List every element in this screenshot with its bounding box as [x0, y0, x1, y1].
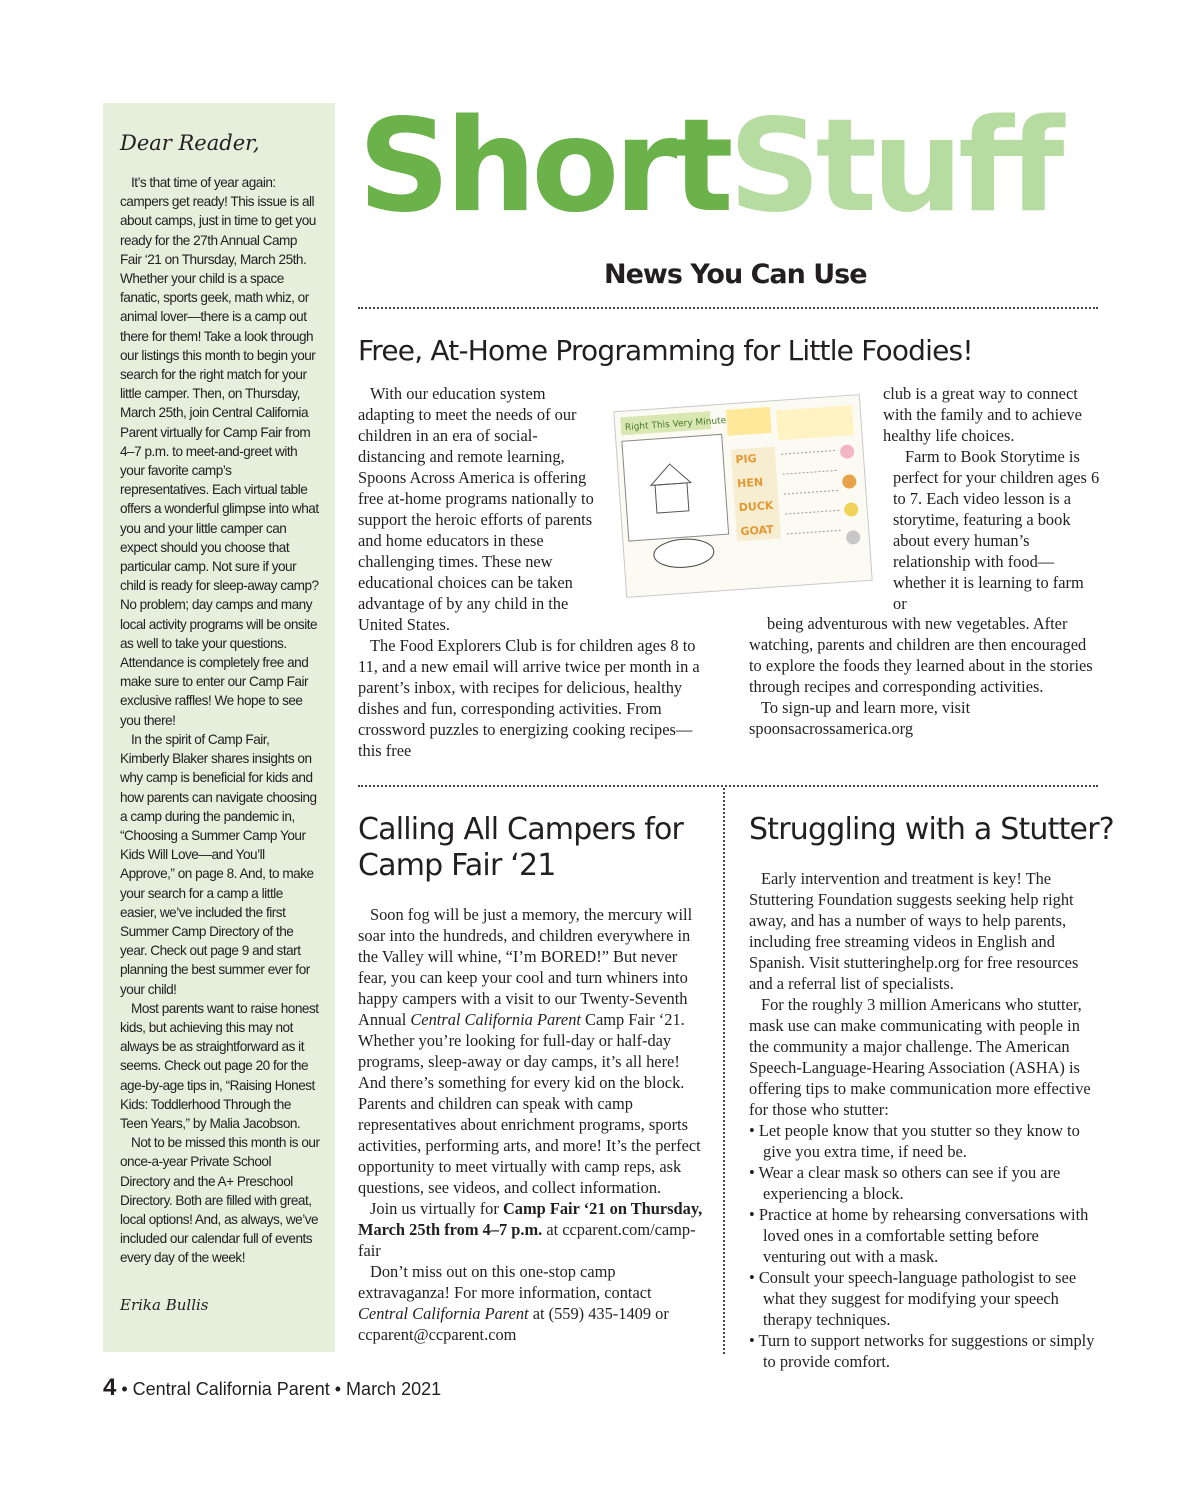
masthead-stuff: Stuff [728, 92, 1060, 241]
list-item: • Consult your speech-language pathologist to see what they suggest for modifying your speech therapy techniques. [749, 1268, 1077, 1329]
masthead-short: Short [358, 92, 729, 241]
foodies-paragraph: club is a great way to connect with the family and to achieve healthy life choices. [883, 384, 1082, 445]
column-divider [723, 788, 725, 1354]
letter-greeting: Dear Reader, [120, 131, 260, 155]
list-item: • Let people know that you stutter so they know to give you extra time, if need be. [749, 1121, 1080, 1161]
text-run: at (559) 435-1409 or ccparent@ccparent.com [358, 1304, 669, 1344]
campers-paragraph [358, 1198, 703, 1261]
publication-name: Central California Parent [358, 1304, 529, 1323]
worksheet-word: DUCK [738, 498, 774, 515]
foodies-paragraph: Farm to Book Storytime is perfect for your children ages 6 to 7. Each video lesson is a storytime, featuring a book about every human’s relationship with food—whether it is learning to farm or [893, 447, 1100, 613]
page-number: 4 [103, 1374, 117, 1401]
publication-name: Central California Parent [410, 1010, 581, 1029]
editor-letter-sidebar [103, 103, 335, 1352]
campers-paragraph [358, 904, 703, 1198]
letter-paragraph: Most parents want to raise honest kids, but achieving this may not always be as straightforward as it seems. Check out page 20 for the age-by-age tips in, “Raising Honest Kids: Toddlerhood Through the Teen Years,” by Malia Jacobson. [120, 1000, 319, 1131]
foodies-paragraph: With our education system adapting to meet the needs of our children in an era of social-distancing and remote learning, Spoons Across America is offering free at-home programs nationally to support the heroic efforts of parents and home educators in these challenging times. These new educational choices can be taken advantage of by any child in the United States. [358, 384, 594, 634]
page-footer [103, 1374, 441, 1402]
text-run: Soon fog will be just a memory, the mercury will soar into the hundreds, and children everywhere in the Valley will whine, “I’m BORED!” But never fear, you can keep your cool and turn whiners into happy campers with a visit to our Twenty-Seventh Annual [358, 905, 693, 1029]
stutter-tips-list [749, 1120, 1099, 1372]
stutter-column [749, 868, 1099, 1372]
foodies-paragraph: being adventurous with new vegetables. After watching, parents and children are then encouraged to explore the foods they learned about in the stories through recipes and corresponding activities. [749, 614, 1093, 696]
divider-middle [358, 785, 1098, 787]
letter-signature: Erika Bullis [120, 1295, 209, 1314]
list-item: • Practice at home by rehearsing conversations with loved ones in a comfortable setting before venturing out with a mask. [749, 1205, 1089, 1266]
list-item: • Wear a clear mask so others can see if you are experiencing a block. [749, 1163, 1061, 1203]
stutter-headline: Struggling with a Stutter? [749, 812, 1114, 847]
foodies-column-bottom [749, 613, 1099, 739]
letter-paragraph: Not to be missed this month is our once-a-year Private School Directory and the A+ Preschool Directory. Both are filled with great, local options! And, as always, we’ve included our calendar full of events every day of the week! [120, 1135, 320, 1266]
worksheet-title: Right This Very Minute [624, 416, 727, 434]
foodies-column-right [883, 383, 1101, 614]
stutter-paragraph: Early intervention and treatment is key! The Stuttering Foundation suggests seeking help right away, and has a number of ways to help parents, including free streaming videos in English and Spanish. Visit stutteringhelp.org for free resources and a referral list of specialists. [749, 869, 1079, 993]
letter-paragraph: In the spirit of Camp Fair, Kimberly Blaker shares insights on why camp is beneficial for kids and how parents can navigate choosing a camp during the pandemic in, “Choosing a Summer Camp Your Kids Will Love—and You’ll Approve,” on page 8. And, to make your search for a camp a little easier, we’ve included the first Summer Camp Directory of the year. Check out page 9 and start planning the best summer ever for your child! [120, 731, 317, 997]
worksheet-word: HEN [736, 475, 764, 491]
divider-top [358, 307, 1098, 309]
footer-text: • Central California Parent • March 2021 [116, 1379, 442, 1399]
text-run: at ccparent.com/camp-fair [358, 1220, 696, 1260]
worksheet-word: GOAT [740, 522, 775, 539]
text-run: Don’t miss out on this one-stop camp extravaganza! For more information, contact [358, 1262, 652, 1302]
letter-body [120, 173, 320, 1268]
foodies-headline: Free, At-Home Programming for Little Foodies! [358, 334, 973, 367]
letter-paragraph: It’s that time of year again: campers get ready! This issue is all about camps, just in time to get you ready for the 27th Annual Camp Fair ‘21 on Thursday, March 25th. Whether your child is a space fanatic, sports geek, math whiz, or animal lover—there is a camp out there for them! Take a look through our listings this month to begin your search for the right match for your little camper. Then, on Thursday, March 25th, join Central California Parent virtually for Camp Fair from 4–7 p.m. to meet-and-greet with your favorite camp’s representatives. Each virtual table offers a wonderful glimpse into what you and your little camper can expect should you choose that particular camp. Not sure if your child is ready for sleep-away camp? No problem; day camps and many local activity programs will be onsite as well to take your questions. Attendance is completely free and make sure to enter our Camp Fair exclusive raffles! We hope to see you there! [120, 175, 319, 728]
text-run: Join us virtually for [370, 1199, 503, 1218]
stutter-paragraph: For the roughly 3 million Americans who stutter, mask use can make communicating with people in the community a major challenge. The American Speech-Language-Hearing Association (ASHA) is offering tips to make communication more effective for those who stutter: [749, 995, 1091, 1119]
masthead-title [358, 92, 1098, 242]
masthead-subtitle: News You Can Use [604, 259, 867, 290]
campers-headline: Calling All Campers for Camp Fair ‘21 [358, 812, 684, 883]
foodies-paragraph: To sign-up and learn more, visit spoonsacrossamerica.org [749, 698, 971, 738]
worksheet-image [612, 389, 874, 604]
campers-paragraph [358, 1261, 703, 1345]
event-date: Camp Fair ‘21 on Thursday, March 25th from 4–7 p.m. [358, 1199, 703, 1239]
worksheet-word: PIG [735, 451, 758, 467]
foodies-paragraph: The Food Explorers Club is for children ages 8 to 11, and a new email will arrive twice per month in a parent’s inbox, with recipes for delicious, healthy dishes and fun, corresponding activities. From crossword puzzles to energizing cooking recipes—this free [358, 636, 700, 760]
text-run: Camp Fair ‘21. Whether you’re looking for full-day or half-day programs, sleep-away or day camps, it’s all here! And there’s something for every kid on the block. Parents and children can speak with camp representatives about enrichment programs, sports activities, performing arts, and more! It’s the perfect opportunity to meet virtually with camp reps, ask questions, see videos, and collect information. [358, 1010, 701, 1197]
campers-column [358, 904, 703, 1345]
list-item: • Turn to support networks for suggestions or simply to provide comfort. [749, 1331, 1095, 1371]
